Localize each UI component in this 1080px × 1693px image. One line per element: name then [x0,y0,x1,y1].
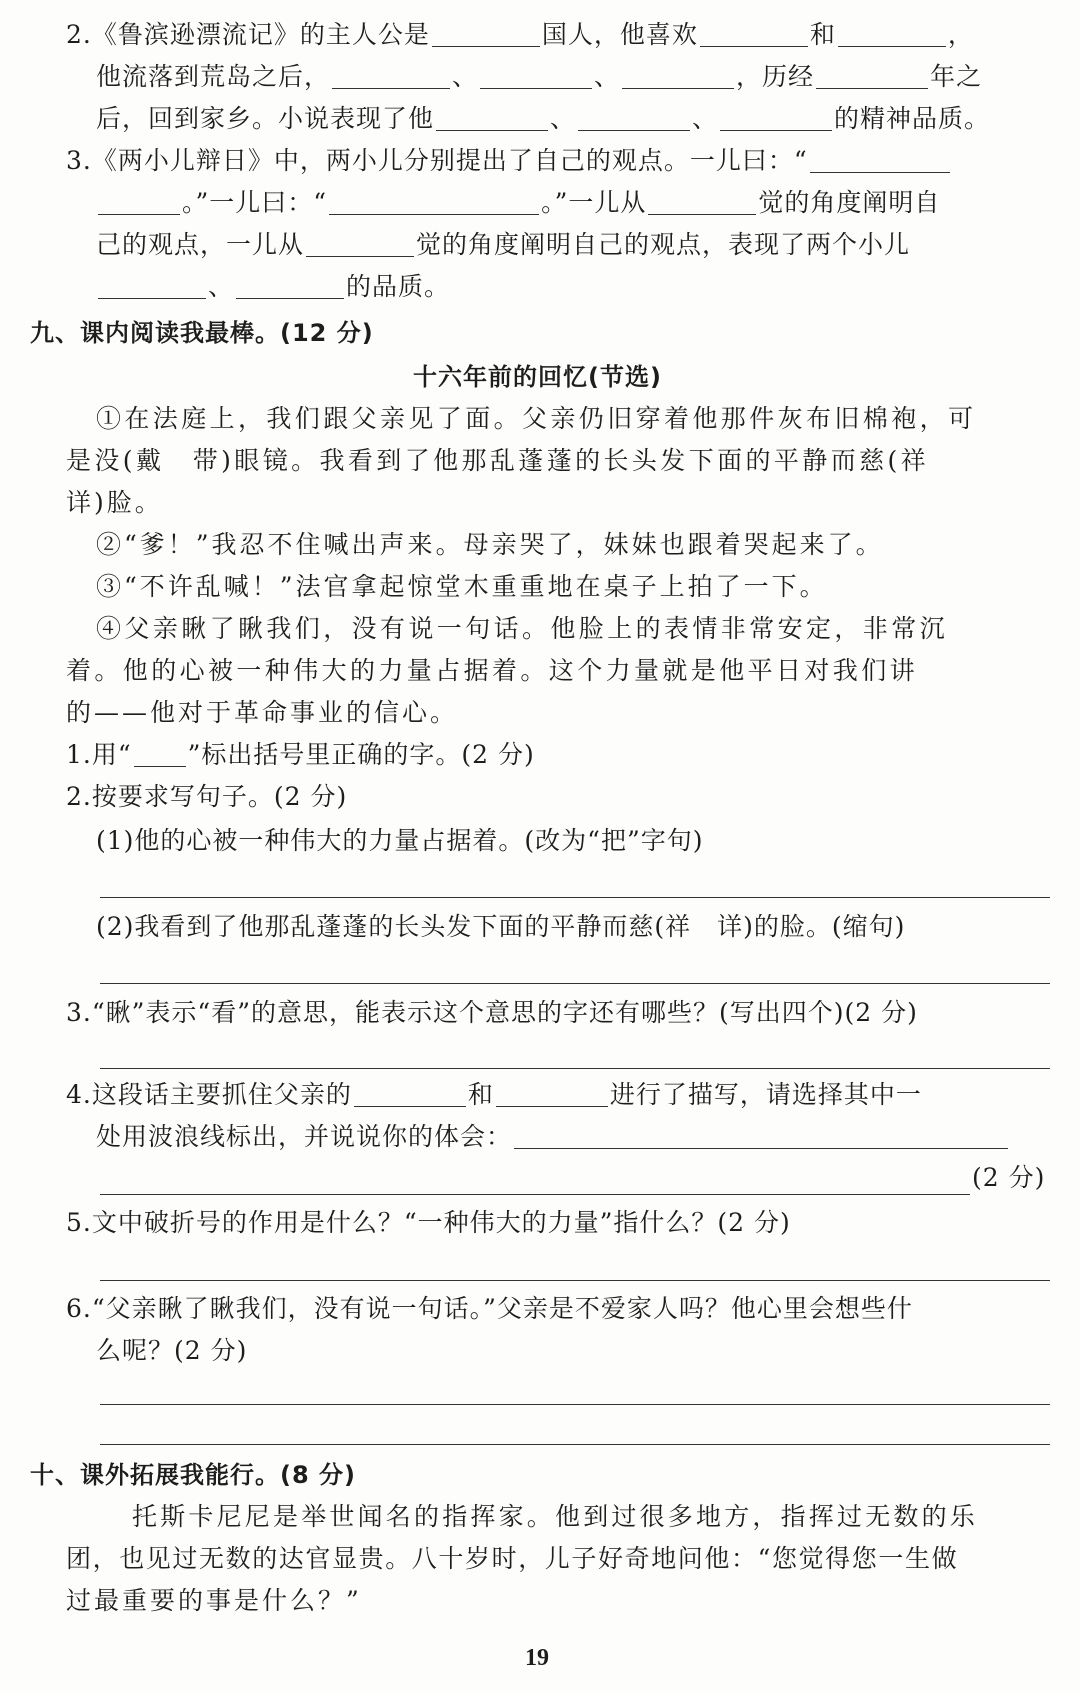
answer-blank[interactable] [480,66,592,89]
answer-line-9-4[interactable] [100,1194,970,1195]
passage-para1-line1: ①在法庭上，我们跟父亲见了面。父亲仍旧穿着他那件灰布旧棉袍，可 [96,404,977,433]
answer-line-9-5[interactable] [100,1280,1050,1281]
answer-blank[interactable] [432,24,540,47]
passage-title: 十六年前的回忆(节选) [413,363,662,391]
answer-blank[interactable] [816,66,928,89]
section-9-heading: 九、课内阅读我最棒。(12 分) [30,319,374,347]
answer-blank[interactable] [496,1084,608,1107]
answer-blank[interactable] [329,192,539,215]
answer-blank[interactable] [236,276,344,299]
passage-para1-line3: 详)脸。 [66,488,163,517]
answer-line-9-6-b[interactable] [100,1444,1050,1445]
section-10-para-line1: 托斯卡尼尼是举世闻名的指挥家。他到过很多地方，指挥过无数的乐 [132,1502,979,1531]
q8-item2-line2: 他流落到荒岛之后， 、 、 ，历经 年之 [96,62,983,91]
q8-item3-line1: 3.《两小儿辩日》中，两小儿分别提出了自己的观点。一儿曰：“ [66,146,952,176]
answer-line-9-2-2[interactable] [100,983,1050,984]
answer-blank[interactable] [332,66,450,89]
section-10-para-line2: 团，也见过无数的达官显贵。八十岁时，儿子好奇地问他：“您觉得您一生做 [66,1544,959,1573]
answer-blank[interactable] [838,24,946,47]
answer-line-9-3[interactable] [100,1068,1050,1069]
passage-para4-line2: 着。他的心被一种伟大的力量占据着。这个力量就是他平日对我们讲 [66,656,919,685]
question-9-2: 2.按要求写句子。(2 分) [66,782,348,811]
answer-blank[interactable] [436,108,548,131]
question-9-6-line2: 么呢？(2 分) [96,1336,248,1365]
page-number: 19 [525,1645,549,1671]
answer-blank[interactable] [98,192,180,215]
question-9-1: 1.用“ ”标出括号里正确的字。(2 分) [66,740,535,769]
answer-blank[interactable] [622,66,734,89]
answer-blank[interactable] [306,234,414,257]
question-9-4-line1: 4.这段话主要抓住父亲的 和 进行了描写，请选择其中一 [66,1080,922,1109]
q8-item2-line1: 2.《鲁滨逊漂流记》的主人公是 国人，他喜欢 和 ， [66,20,974,49]
answer-line-9-6-a[interactable] [100,1404,1050,1405]
q8-item3-line4: 、 的品质。 [96,272,450,302]
answer-blank[interactable] [700,24,808,47]
answer-blank[interactable] [578,108,690,131]
question-9-4-line2: 处用波浪线标出，并说说你的体会： [96,1122,1010,1152]
section-10-para-line3: 过最重要的事是什么？” [66,1586,362,1615]
q8-item2-line3: 后，回到家乡。小说表现了他 、 、 的精神品质。 [96,104,991,133]
q8-item3-line2: 。”一儿曰：“ 。”一儿从 觉的角度阐明自 [96,188,940,218]
answer-blank[interactable] [514,1126,1008,1149]
section-10-heading: 十、课外拓展我能行。(8 分) [30,1461,356,1489]
question-9-2-1: (1)他的心被一种伟大的力量占据着。(改为“把”字句) [96,826,704,855]
answer-blank[interactable] [354,1084,466,1107]
answer-blank[interactable] [648,192,756,215]
passage-para4-line3: 的——他对于革命事业的信心。 [66,698,459,727]
answer-blank[interactable] [98,276,206,299]
passage-para4-line1: ④父亲瞅了瞅我们，没有说一句话。他脸上的表情非常安定，非常沉 [96,614,949,643]
question-9-4-score: (2 分) [972,1163,1046,1192]
answer-line-9-2-1[interactable] [100,897,1050,898]
passage-para2: ②“爹！”我忍不住喊出声来。母亲哭了，妹妹也跟着哭起来了。 [96,530,884,559]
question-9-3: 3.“瞅”表示“看”的意思，能表示这个意思的字还有哪些？(写出四个)(2 分) [66,998,918,1027]
answer-blank[interactable] [720,108,832,131]
question-9-6-line1: 6.“父亲瞅了瞅我们，没有说一句话。”父亲是不爱家人吗？他心里会想些什 [66,1294,913,1323]
answer-blank[interactable] [810,150,950,173]
passage-para1-line2: 是没(戴 带)眼镜。我看到了他那乱蓬蓬的长头发下面的平静而慈(祥 [66,446,930,475]
question-9-5: 5.文中破折号的作用是什么？“一种伟大的力量”指什么？(2 分) [66,1208,791,1237]
underline-sample [134,744,186,767]
question-9-2-2: (2)我看到了他那乱蓬蓬的长头发下面的平静而慈(祥 详)的脸。(缩句) [96,912,906,941]
passage-para3: ③“不许乱喊！”法官拿起惊堂木重重地在桌子上拍了一下。 [96,572,828,601]
q8-item3-line3: 己的观点，一儿从 觉的角度阐明自己的观点，表现了两个小儿 [96,230,911,259]
